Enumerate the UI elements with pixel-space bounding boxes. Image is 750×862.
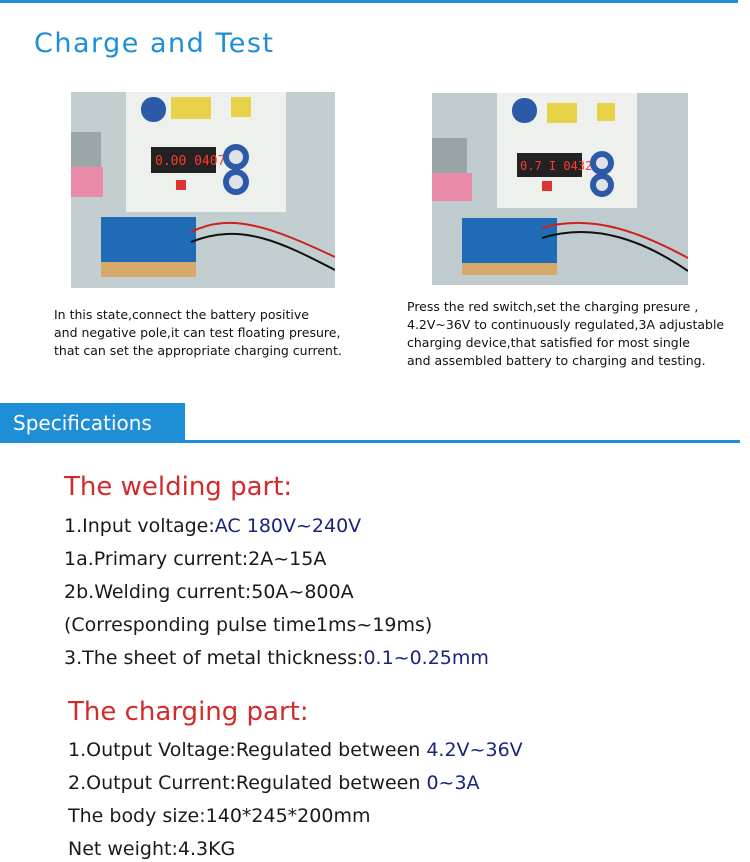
top-divider: [0, 0, 738, 3]
caption-line: and assembled battery to charging and testing.: [407, 353, 706, 368]
spec-text: (Corresponding pulse time1ms~19ms): [64, 614, 433, 636]
spec-text: 1.Input voltage:: [64, 515, 215, 537]
specifications-banner: Specifications: [0, 403, 185, 443]
charging-spec-line: [68, 739, 523, 761]
welding-spec-line: [64, 614, 432, 636]
spec-value: 0~3A: [426, 772, 480, 794]
welding-spec-line: [64, 647, 489, 669]
charge-test-heading: Charge and Test: [34, 28, 275, 59]
charging-spec-line: [68, 805, 370, 827]
spec-text: 2.Output Current:Regulated between: [68, 772, 427, 794]
spec-text: 2b.Welding current:50A~800A: [64, 581, 354, 603]
product-photo-charging: [432, 93, 688, 285]
product-photo-floating-test: [71, 92, 335, 288]
charging-spec-line: [68, 772, 480, 794]
caption-charging: [407, 298, 724, 370]
caption-line: 4.2V~36V to continuously regulated,3A adjustable: [407, 317, 725, 332]
svg-text:0.00 0407: 0.00 0407: [155, 154, 226, 169]
caption-floating-test: [54, 306, 342, 360]
spec-value: 4.2V~36V: [426, 739, 523, 761]
caption-line: charging device,that satisfied for most single: [407, 335, 690, 350]
spec-value: 0.1~0.25mm: [363, 647, 489, 669]
welding-spec-line: [64, 581, 354, 603]
spec-value: AC 180V~240V: [214, 515, 362, 537]
welding-spec-line: [64, 515, 361, 537]
caption-line: In this state,connect the battery positive: [54, 307, 309, 322]
charging-spec-line: [68, 838, 235, 860]
welding-part-title: The welding part:: [64, 472, 293, 502]
charging-part-title: The charging part:: [68, 697, 309, 727]
spec-text: 3.The sheet of metal thickness:: [64, 647, 364, 669]
spec-text: 1.Output Voltage:Regulated between: [68, 739, 427, 761]
spec-text: 1a.Primary current:2A~15A: [64, 548, 327, 570]
spec-text: Net weight:4.3KG: [68, 838, 236, 860]
welding-spec-line: [64, 548, 326, 570]
spec-text: The body size:140*245*200mm: [68, 805, 371, 827]
caption-line: and negative pole,it can test floating presure,: [54, 325, 341, 340]
caption-line: that can set the appropriate charging current.: [54, 343, 342, 358]
caption-line: Press the red switch,set the charging presure ,: [407, 299, 699, 314]
svg-text:0.7 I 0432: 0.7 I 0432: [520, 159, 593, 173]
